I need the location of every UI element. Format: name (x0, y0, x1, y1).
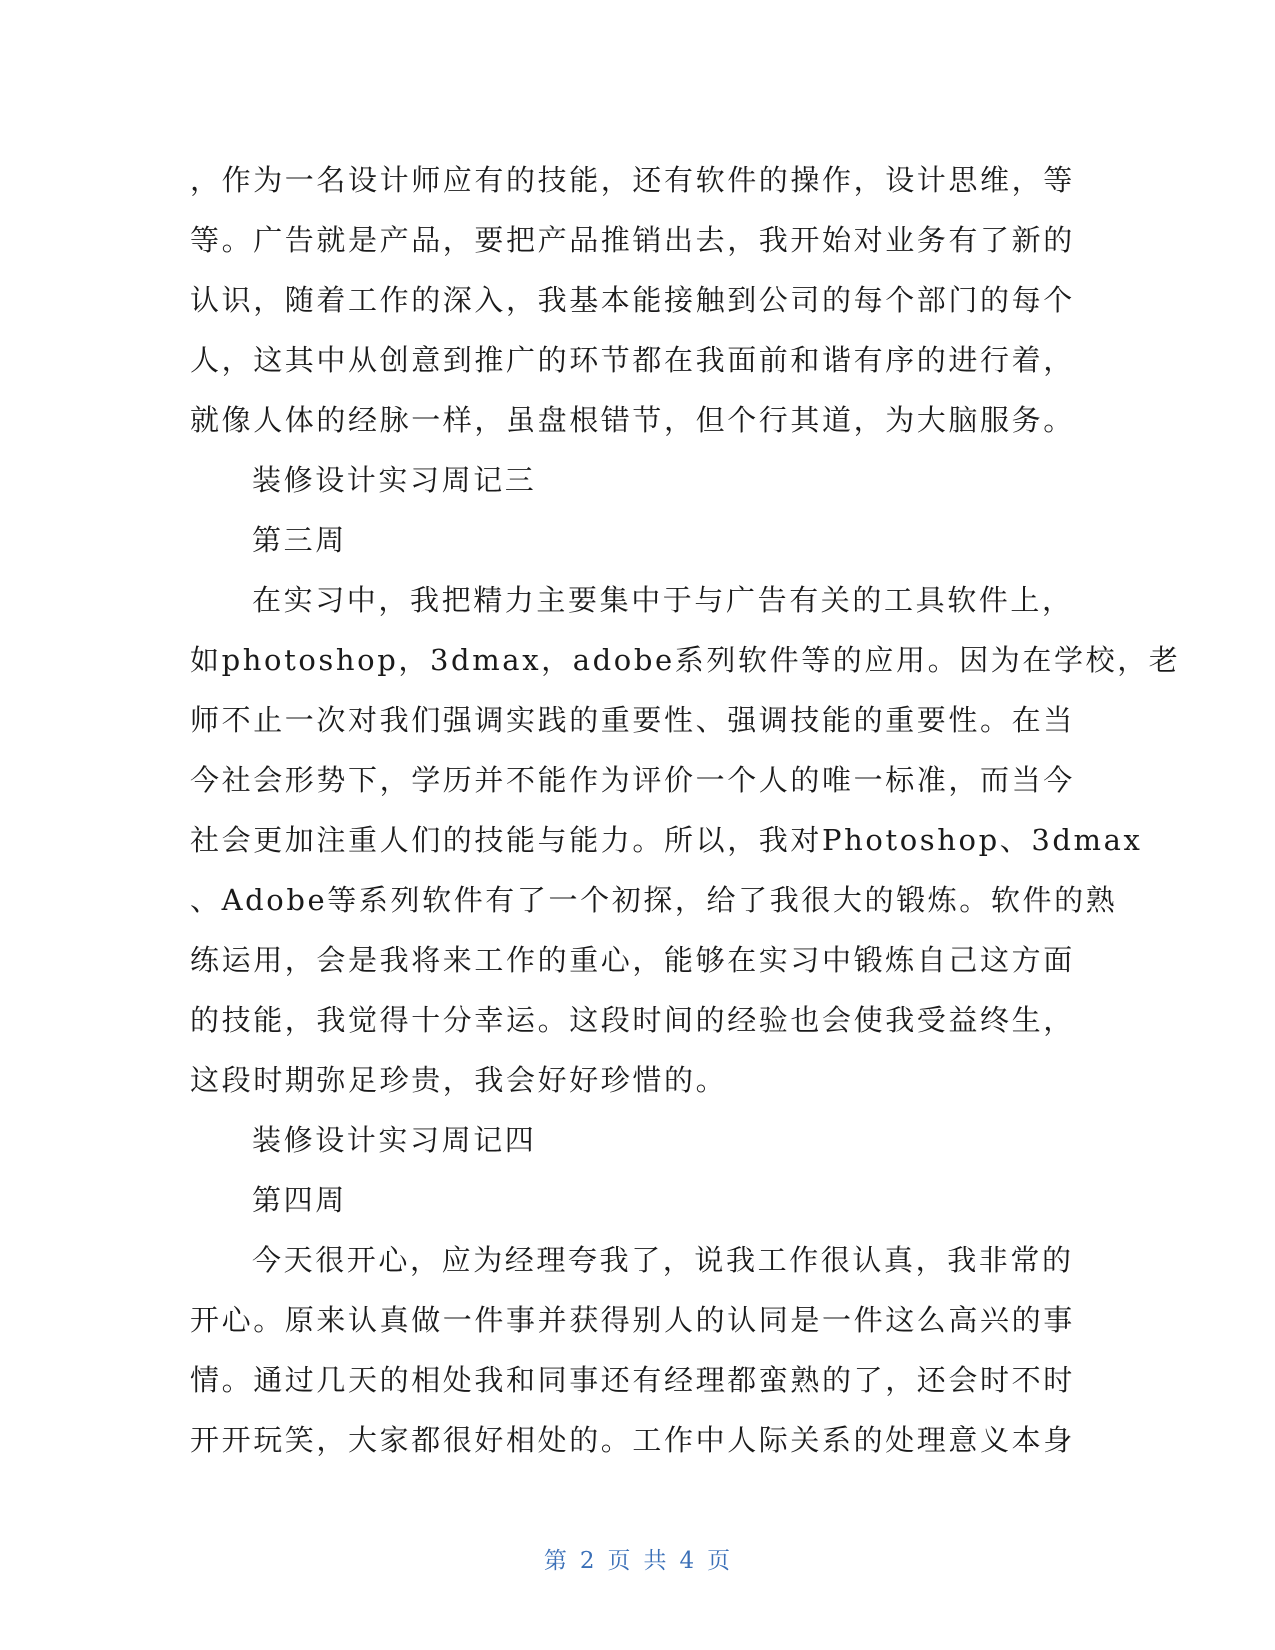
section-heading: 装修设计实习周记三 (252, 463, 537, 497)
text-line: 开心。原来认真做一件事并获得别人的认同是一件这么高兴的事 (190, 1303, 1075, 1337)
text-line: ，作为一名设计师应有的技能，还有软件的操作，设计思维，等 (190, 163, 1075, 197)
footer-page-label: 第 (543, 1548, 568, 1574)
footer-page-number: 2 (579, 1548, 596, 1574)
footer-total-number: 4 (679, 1548, 696, 1574)
paragraph-week-three (190, 570, 1181, 1110)
text-line: 师不止一次对我们强调实践的重要性、强调技能的重要性。在当 (190, 703, 1075, 737)
footer-page-unit: 页 (607, 1548, 632, 1574)
text-line: 今社会形势下，学历并不能作为评价一个人的唯一标准，而当今 (190, 763, 1075, 797)
text-line: 今天很开心，应为经理夸我了，说我工作很认真，我非常的 (252, 1243, 1074, 1277)
text-line: 、Adobe等系列软件有了一个初探，给了我很大的锻炼。软件的熟 (190, 883, 1118, 917)
week-heading: 第三周 (252, 523, 347, 557)
document-body (190, 150, 1181, 1470)
text-line: 练运用，会是我将来工作的重心，能够在实习中锻炼自己这方面 (190, 943, 1075, 977)
text-line: 在实习中，我把精力主要集中于与广告有关的工具软件上， (252, 583, 1074, 617)
text-line: 等。广告就是产品，要把产品推销出去，我开始对业务有了新的 (190, 223, 1075, 257)
text-line: 情。通过几天的相处我和同事还有经理都蛮熟的了，还会时不时 (190, 1363, 1075, 1397)
week-heading: 第四周 (252, 1183, 347, 1217)
text-line: 这段时期弥足珍贵，我会好好珍惜的。 (190, 1063, 728, 1097)
paragraph-intro (190, 150, 1080, 450)
footer-total-unit: 页 (707, 1548, 732, 1574)
text-line: 如photoshop，3dmax，adobe系列软件等的应用。因为在学校，老 (190, 643, 1181, 677)
text-line: 认识，随着工作的深入，我基本能接触到公司的每个部门的每个 (190, 283, 1075, 317)
paragraph-week-four (190, 1230, 1080, 1470)
section-heading: 装修设计实习周记四 (252, 1123, 537, 1157)
text-line: 开开玩笑，大家都很好相处的。工作中人际关系的处理意义本身 (190, 1423, 1075, 1457)
text-line: 人，这其中从创意到推广的环节都在我面前和谐有序的进行着， (190, 343, 1075, 377)
text-line: 的技能，我觉得十分幸运。这段时间的经验也会使我受益终生， (190, 1003, 1075, 1037)
text-line: 就像人体的经脉一样，虽盘根错节，但个行其道，为大脑服务。 (190, 403, 1075, 437)
footer-total-label: 共 (643, 1548, 668, 1574)
text-line: 社会更加注重人们的技能与能力。所以，我对Photoshop、3dmax (190, 823, 1143, 857)
page-footer (0, 1542, 1275, 1575)
